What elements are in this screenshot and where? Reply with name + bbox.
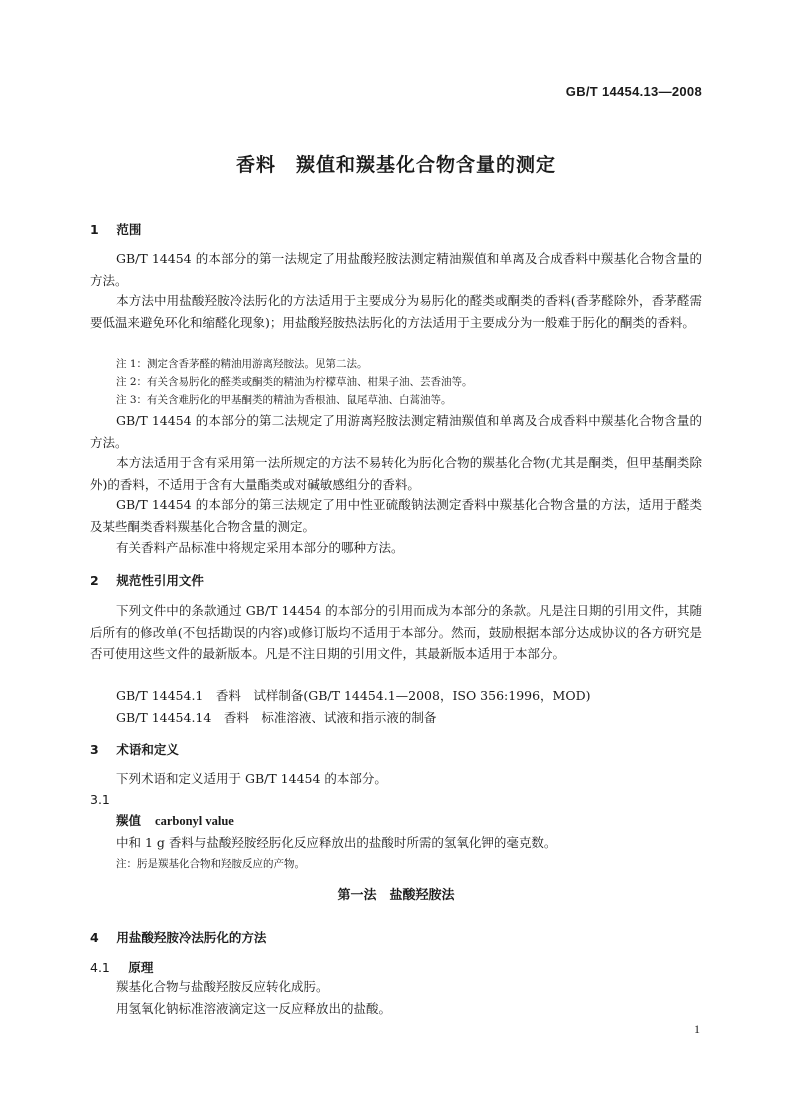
term-chinese: 羰值 — [116, 813, 142, 828]
section-title: 用盐酸羟胺冷法肟化的方法 — [116, 930, 267, 945]
section-3-heading — [90, 740, 179, 758]
subsection-3-1-number: 3.1 — [90, 792, 110, 807]
section-3-paragraph-1: 下列术语和定义适用于 GB/T 14454 的本部分。 — [116, 771, 387, 786]
section-1-paragraph-3: GB/T 14454 的本部分的第二法规定了用游离羟胺法测定精油羰值和单离及合成香料中羰基化合物含量的方法。 — [90, 413, 702, 450]
section-1-paragraph-4: 本方法适用于含有采用第一法所规定的方法不易转化为肟化合物的羰基化合物(尤其是酮类，但甲基酮类除外)的香料，不适用于含有大量酯类或对碱敏感组分的香料。 — [90, 455, 702, 492]
section-title: 范围 — [116, 222, 142, 237]
section-1-paragraph-5: GB/T 14454 的本部分的第三法规定了用中性亚硫酸钠法测定香料中羰基化合物含量的方法，适用于醛类及某些酮类香料羰基化合物含量的测定。 — [90, 497, 702, 534]
note-3: 注 3：有关含难肟化的甲基酮类的精油为香根油、鼠尾草油、白蒿油等。 — [116, 394, 452, 406]
subsection-number: 4.1 — [90, 960, 110, 975]
section-2-heading — [90, 571, 204, 589]
reference-2: GB/T 14454.14 香料 标准溶液、试液和指示液的制备 — [116, 710, 437, 725]
note-1: 注 1：测定含香茅醛的精油用游离羟胺法。见第二法。 — [116, 358, 368, 370]
document-title: 香料 羰值和羰基化合物含量的测定 — [235, 154, 556, 176]
page-number: 1 — [694, 1022, 700, 1036]
subsection-4-1-heading — [90, 958, 153, 976]
subsection-title: 原理 — [128, 960, 154, 975]
method-title: 第一法 盐酸羟胺法 — [337, 888, 455, 903]
section-number: 4 — [90, 930, 99, 945]
section-4-heading — [90, 928, 266, 946]
section-1-paragraph-6: 有关香料产品标准中将规定采用本部分的哪种方法。 — [116, 540, 404, 555]
standard-code: GB/T 14454.13—2008 — [565, 84, 702, 99]
section-title: 术语和定义 — [116, 742, 179, 757]
section-1-paragraph-1: GB/T 14454 的本部分的第一法规定了用盐酸羟胺法测定精油羰值和单离及合成香料中羰基化合物含量的方法。 — [90, 251, 702, 288]
section-number: 3 — [90, 742, 99, 757]
note-2: 注 2：有关含易肟化的醛类或酮类的精油为柠檬草油、柑果子油、芸香油等。 — [116, 376, 473, 388]
section-title: 规范性引用文件 — [116, 573, 204, 588]
section-2-paragraph-1: 下列文件中的条款通过 GB/T 14454 的本部分的引用而成为本部分的条款。凡是注日期的引用文件，其随后所有的修改单(不包括勘误的内容)或修订版均不适用于本部分。然而，鼓励根据本部分达成协议的各方研究是否可使用这些文件的最新版本。凡是不注日期的引用文件，其最新版本适用于本部分。 — [90, 603, 702, 661]
section-1-paragraph-2: 本方法中用盐酸羟胺冷法肟化的方法适用于主要成分为易肟化的醛类或酮类的香料(香茅醛除外，香茅醛需要低温来避免环化和缩醛化现象)；用盐酸羟胺热法肟化的方法适用于主要成分为一般难于肟化的酮类的香料。 — [90, 293, 702, 330]
term-definition: 中和 1 g 香料与盐酸羟胺经肟化反应释放出的盐酸时所需的氢氧化钾的毫克数。 — [116, 835, 557, 850]
term-note: 注：肟是羰基化合物和羟胺反应的产物。 — [116, 858, 305, 870]
term-english: carbonyl value — [155, 814, 234, 828]
section-number: 1 — [90, 222, 99, 237]
principle-line-2: 用氢氧化钠标准溶液滴定这一反应释放出的盐酸。 — [116, 1001, 392, 1016]
section-1-heading — [90, 220, 141, 238]
reference-1: GB/T 14454.1 香料 试样制备(GB/T 14454.1—2008，ISO 356:1996，MOD) — [116, 688, 591, 703]
term-entry — [116, 811, 234, 829]
principle-line-1: 羰基化合物与盐酸羟胺反应转化成肟。 — [116, 979, 329, 994]
section-number: 2 — [90, 573, 99, 588]
